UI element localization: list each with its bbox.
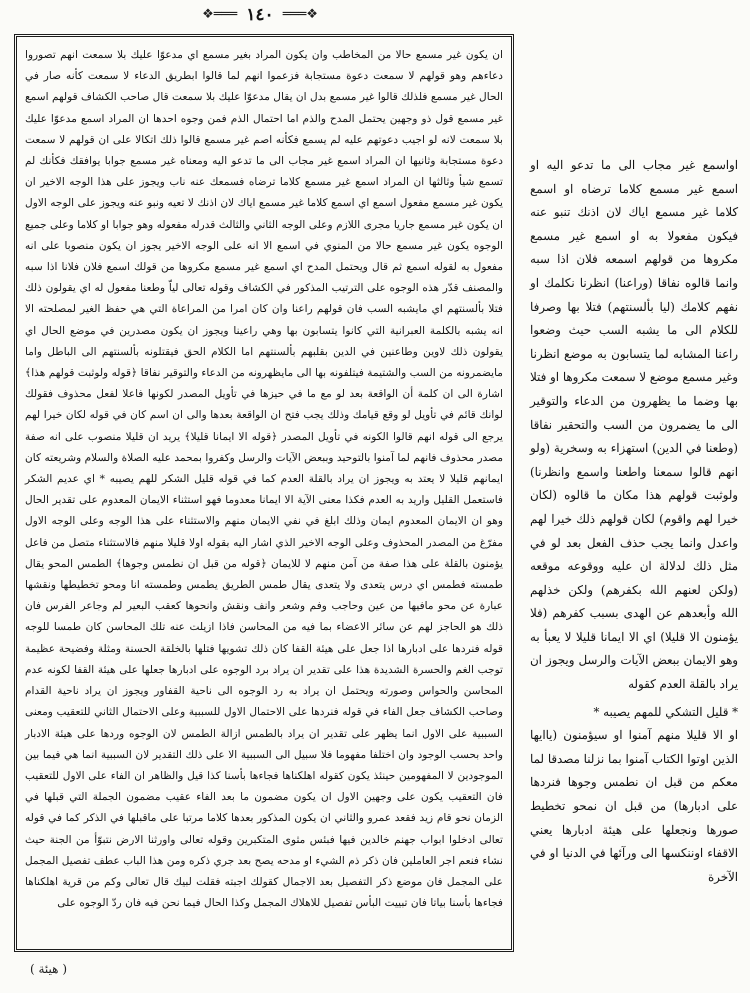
margin-paragraph-1: اواسمع غير مجاب الى ما تدعو اليه او اسمع غير مسمع كلاما ترضاه او اسمع كلاما غير مسمع اياك لان اذنك تنبو عنه فيكون مفعولا به او اسمع غير مسمع مكروها من قولهم اسمعه فلان اذا سبه وانما قالوه نفاقا (وراعنا) انظرنا نكلمك او نفهم كلامك (ليا بألسنتهم) فتلا بها وصرفا للكلام الى ما يشبه السب حيث وضعوا راعنا المشابه لما يتسابون به موضع انظرنا وغير مسمع موضع لا سمعت مكروها او فتلا بها وضما ما يظهرون من الدعاء والتوقير الى ما يضمرون من السب والتحقير نفاقا (وطعنا في الدين) استهزاء به وسخرية (ولو انهم قالوا سمعنا واطعنا واسمع وانظرنا) ولوثبت قولهم هذا مكان ما قالوه (لكان خيرا لهم واقوم) لكان قولهم ذلك خيرا لهم واعدل وانما يجب حذف الفعل بعد لو في مثل ذلك لدلالة ان عليه ووقوعه موقعه (ولكن لعنهم الله بكفرهم) ولكن خذلهم الله وأبعدهم عن الهدى بسبب كفرهم (فلا يؤمنون الا قليلا) اي الا ايمانا قليلا لا يعبأ به وهو الايمان ببعض الآيات والرسل ويجوز ان يراد بالقلة العدم كقوله [530, 158, 738, 692]
margin-paragraph-2: او الا قليلا منهم آمنوا او سيؤمنون (ياايها الذين اوتوا الكتاب آمنوا بما نزلنا مصدقا لما معكم من قبل ان نطمس وجوها فنردها على ادبارها) من قبل ان نمحو تخطيط صورها ونجعلها على هيئة ادبارها يعني الاقفاء اوننكسها الى ورآئها في الدنيا او في الآخرة [530, 728, 738, 884]
main-text-frame [14, 34, 514, 952]
margin-verse-line: * قليل التشكي للمهم يصيبه * [593, 704, 738, 719]
margin-commentary [530, 154, 738, 889]
main-commentary-text: ان يكون غير مسمع حالا من المخاطب وان يكون المراد بغير مسمع اي مدعوّا عليك بلا سمعت انهم تصوروا دعاءهم وهو قولهم لا سمعت دعوة مستجابة فزعموا انهم لما قالوا ابطريق الدعاء لا سمعت كأنه صار في الحال غير مسمع فلذلك قالوا غير مسمع بدل ان يقال مدعوّا عليك بلا سمعت قال صاحب الكشاف قولهم اسمع غير مسمع قول ذو وجهين يحتمل المدح والذم اما احتمال الذم فمن وجوه احدها ان المراد اسمع مدعوّا عليك بلا سمعت لانه لو اجيب دعوتهم عليه لم يسمع فكأنه اصم غير مسمع قالوا ذلك اتكالا على ان قولهم لا سمعت دعوة مستجابة وثانيها ان المراد اسمع غير مجاب الى ما تدعو اليه ومعناه غير مسمع جوابا يوافقك فكأنك لم تسمع شيأ وثالثها ان المراد اسمع غير مسمع كلاما ترضاه فسمعك عنه ناب ويجوز على هذا الوجه الاخير ان يكون غير مسمع مفعول اسمع اي اسمع كلاما غير مسمع اياك لان اذنك لا تعيه ونبو عنه ويجوز على الوجه الاول ان يكون غير مسمع جاريا مجرى اللازم وعلى الوجه الثاني والثالث قدرله مفعوله وهو جوابا او كلاما وعلى جميع الوجوه يكون غير مسمع حالا من المنوي في اسمع الا انه على الوجه الاخير يجوز ان يكون منصوبا على انه مفعول به لقوله اسمع ثم قال ويحتمل المدح اي اسمع غير مسمع مكروها من قولك اسمع فلان فلانا اذا سبه والمصنف قدّر هذه الوجوه على الترتيب المذكور في الكشاف وقوله تعالى لياّ وطعنا مفعول له اي يقولون ذلك فتلا بألسنتهم اي مايشبه السب فان قولهم راعنا وان كان امرا من المراعاة التي هي حفظ الغير لمصلحته الا انه يشبه بالكلمة العبرانية التي كانوا يتسابون بها وهي راعينا ويجوز ان يكون مصدرين في موضع الحال اي يقولون ذلك لاوين وطاعنين في الدين بقلبهم بألسنتهم اما الكلام الحق فيقتلونه بألسنتهم الى الباطل واما مايضمرونه من السب والشتيمة فيتلفونه بها الى مايظهرونه من الدعاء والتوقير نفاقا ﴿قوله ولوثبت قولهم هذا﴾ اشارة الى ان كلمة أن الواقعة بعد لو مع ما في حيزها في تأويل المصدر لكونها فاعلا لفعل محذوف فقولك لوانك قائم في تأويل لو وقع قيامك وذلك يجب فتح ان الواقعة بعدها والى ان اسم كان في قوله لكان خيرا لهم يرجع الى قوله انهم قالوا الكونه في تأويل المصدر ﴿قوله الا ايمانا قليلا﴾ يريد ان قليلا منصوب على انه صفة مصدر محذوف فانهم لما آمنوا بالتوحيد وببعض الآيات والرسل وكفروا بمحمد عليه الصلاة والسلام وشريعته كان ايمانهم قليلا لا يعتد به ويجوز ان يراد بالقلة العدم كما في قوله قليل الشكر للهم يصيبه * اي عديم الشكر فاستعمل القليل واريد به العدم فكذا معنى الآية الا ايمانا معدوما فهو استثناء الايمان المعدوم على تقدير الحال وهو ان الايمان المعدوم ايمان وذلك ابلغ في نفي الايمان منهم والاستثناء على هذا الوجه وعلى الوجه الاول مفرّغ من المصدر المحذوف وعلى الوجه الاخير الذي اشار اليه بقوله اولا قليلا منهم فالاستثناء متصل من فاعل يؤمنون بالقلة على هذا صفة من آمن منهم لا للايمان ﴿قوله من قبل ان نطمس وجوها﴾ الطمس المحو يقال طمسته فطمس اي درس يتعدى ولا يتعدى يقال طمس الطريق يطمس وطمسته انا ومحو تخطيطها ونقشها عبارة عن محو مافيها من عين وحاجب وفم وشعر وانف ونقش وانحوها كعقب البعير لم وجاعر الفرس فان ذلك هو الحاجز لهم عن سائر الاعضاء بما فيه من المحاسن فاذا ازيلت عنه تلك المحاسن كان طمسا للوجه قوله فنردها على ادبارها اذا جعل على هيئة القفا كان ذلك تشويها فتلها بالخلقة الحسنة ومثلة وفضيحة عظيمة توجب الغم والحسرة الشديدة هذا على تقدير ان يراد برد الوجوه على ادبارها جعلها على هيئة القفا لكونه عدم المحاسن والحواس وصورته ويحتمل ان يراد به رد الوجوه الى ناحية القفاور ويجوز ان يراد ناحية القدام وصاحب الكشاف جعل الفاء في قوله فنردها على الاحتمال الاول للسببية وعلى الاحتمال الثاني للتعقيب ومعنى السببية على الاول انما يظهر على تقدير ان يراد بالطمس ازالة الطمس لان الوجوه وردها على هيئة الادبار واحد بحسب الوجود وان اختلفا مفهوما فلا سبيل الى السببية الا على ذلك التقدير لان السببية انما هي فيما بين الموجودين لا المفهومين حينئذ يكون كقوله اهلكناها فجاءها بأسنا كذا قيل والظاهر ان الفاء على الاول للتعقيب فان التعقيب يكون على وجهين الاول ان يكون مضمون ما بعد الفاء عقيب مضمون الجملة التي قبلها في الزمان نحو قام زيد فقعد عمرو والثاني ان يكون المذكور بعدها كلاما مرتبا على ماقبلها في الذكر كما في قوله تعالى ادخلوا ابواب جهنم خالدين فيها فبئس مثوى المتكبرين وقوله تعالى واورثنا الارض نتبوّأ من الجنة حيث نشاء فنعم اجر العاملين فان ذكر ذم الشيء او مدحه يصح بعد جري ذكره ومن هذا الباب عطف تفصيل المجمل على المجمل فان موضع ذكر التفصيل بعد الاجمال كقولك اجبته فقلت لبيك قال تعالى وكم من قرية اهلكناها فجاءها بأسنا بياتا فان تبييت البأس تفصيل للاهلاك المجمل وكذا الحال فيما نحن فيه فان ردّ الوجوه على [25, 49, 503, 910]
header-ornament-right: ═══❖ [282, 7, 318, 22]
page-number: ١٤٠ [246, 4, 274, 25]
page-header [0, 4, 520, 30]
header-ornament-left: ❖═══ [202, 7, 238, 22]
catchword: ( هيئة ) [30, 962, 68, 976]
